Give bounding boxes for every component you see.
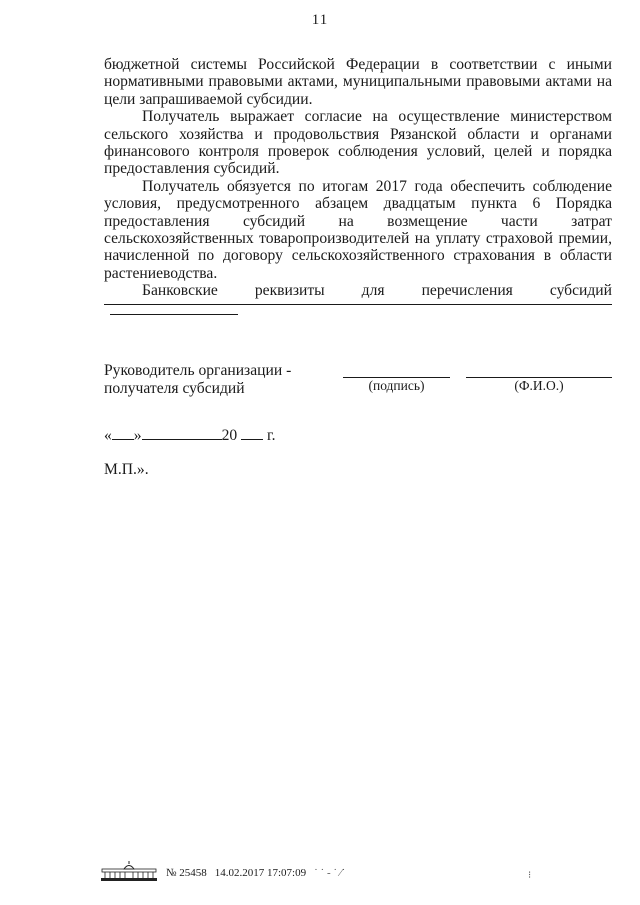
date-field (104, 425, 276, 445)
year-prefix: 20 (221, 427, 238, 444)
scan-artifact-icon: ˙ ˙ - ˙ ⁄˙ (314, 867, 346, 879)
signatory-role (104, 362, 291, 398)
paragraph-2: Получатель выражает согласие на осуществление министерством сельского хозяйства и продовольствия Рязанской области и органами финансового контроля проверок соблюдения условий, целей и порядка предоставления субсидий. (104, 108, 612, 178)
stamp-place: М.П.». (104, 461, 149, 478)
paragraph-3: Получатель обязуется по итогам 2017 года обеспечить соблюдение условия, предусмотренного абзацем двадцатым пункта 6 Порядка предоставления субсидий на возмещение части затрат сельскохозяйственных товаропроизводителей на уплату страховой премии, начисленной по договору сельскохозяйственного страхования в области растениеводства. (104, 177, 612, 282)
signatory-role-line-1: Руководитель организации - (104, 362, 292, 379)
document-body (104, 56, 612, 319)
date-close-quote: » (133, 427, 142, 444)
bank-details-label: Банковские реквизиты для перечисления субсидий (142, 282, 612, 300)
document-footer (100, 858, 345, 882)
scan-dot-icon: ⁝ (528, 870, 532, 881)
paragraph-4 (104, 282, 612, 319)
date-open-quote: « (104, 427, 112, 444)
signature-caption: (подпись) (368, 378, 425, 393)
document-number: № 25458 (166, 867, 207, 879)
month-blank (142, 425, 222, 440)
bank-details-blank (110, 300, 238, 315)
paragraph-1: бюджетной системы Российской Федерации в соответствии с иными нормативными правовыми актами, муниципальными правовыми актами на цели запрашиваемой субсидии. (104, 56, 612, 108)
day-blank (112, 425, 134, 440)
year-suffix: г. (267, 427, 276, 444)
signatory-role-line-2: получателя субсидий (104, 380, 245, 397)
year-blank (241, 425, 263, 440)
name-caption: (Ф.И.О.) (514, 378, 564, 393)
document-timestamp: 14.02.2017 17:07:09 (214, 867, 307, 879)
page-number: 11 (311, 12, 329, 28)
bank-details-continuation-line (104, 304, 612, 305)
building-logo-icon (100, 860, 158, 882)
